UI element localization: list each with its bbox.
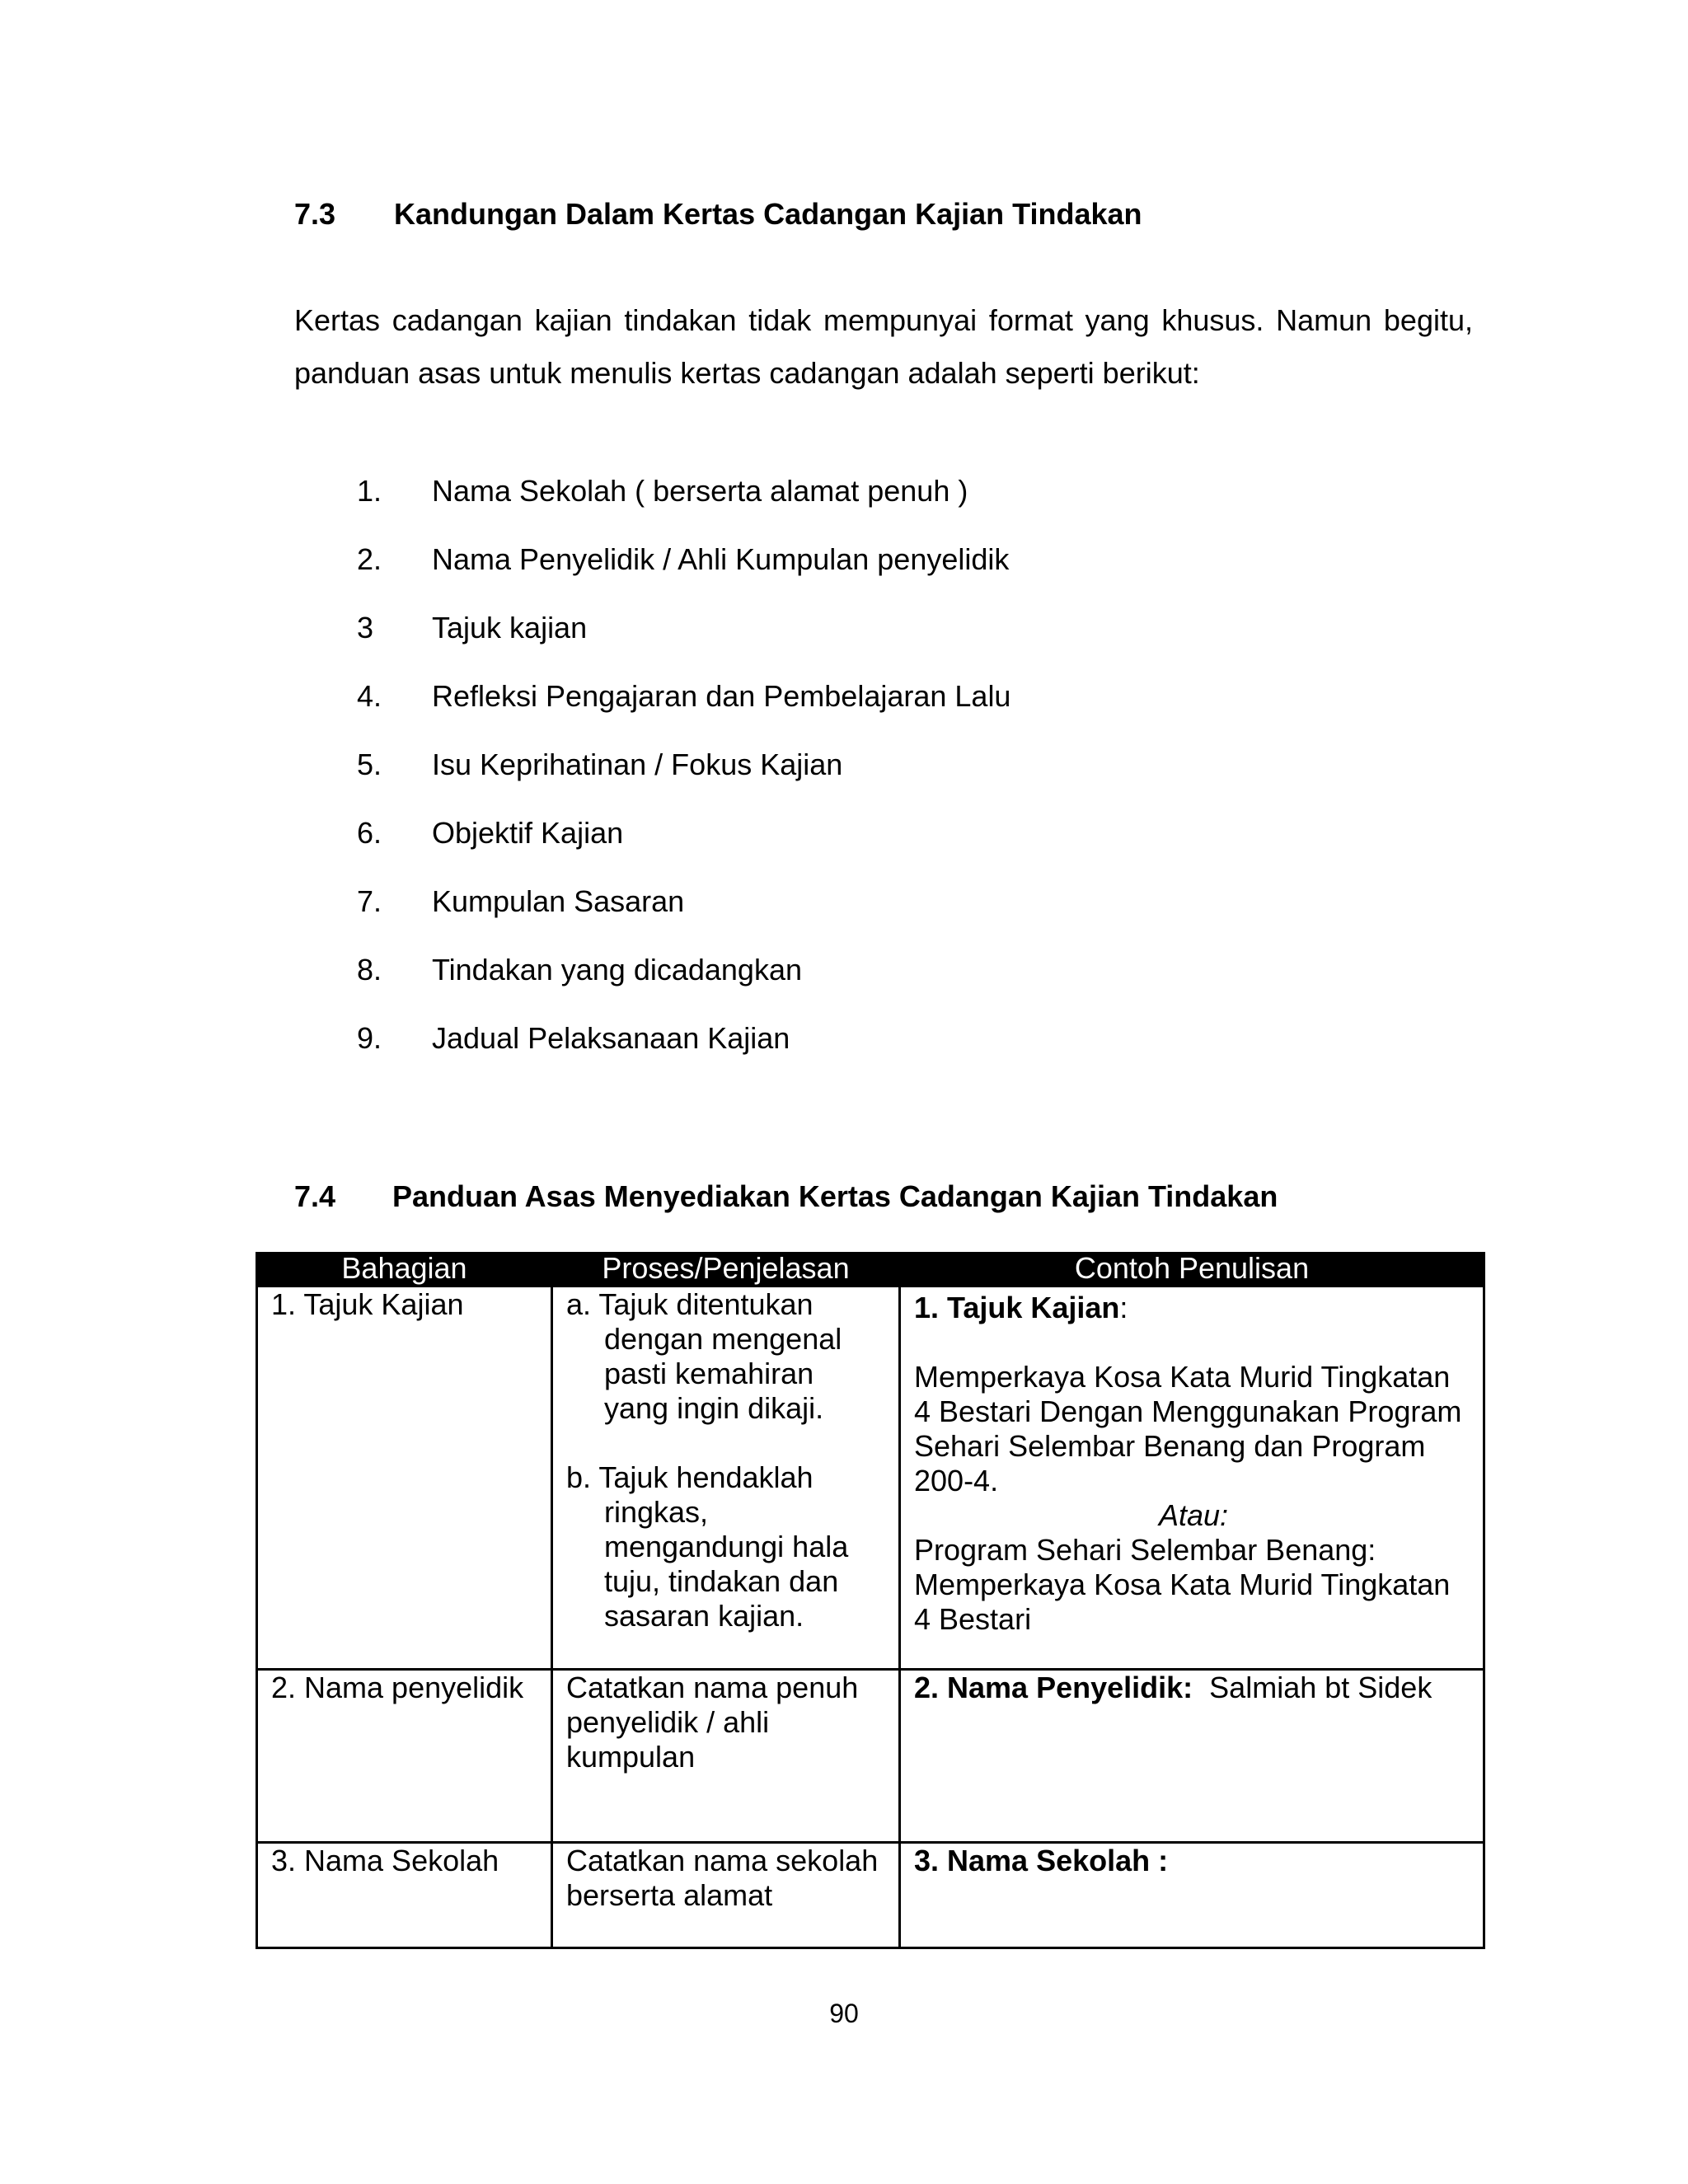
row3-bahagian <box>257 1843 552 1948</box>
row2-contoh-value: Salmiah bt Sidek <box>1209 1671 1432 1704</box>
list-item-number: 6. <box>357 816 382 850</box>
table-row <box>257 1843 1484 1948</box>
row3-bahagian-text: 3. Nama Sekolah <box>271 1844 499 1877</box>
row1-contoh <box>900 1286 1484 1670</box>
row1-contoh-text1: Memperkaya Kosa Kata Murid Tingkatan 4 Bestari Dengan Menggunakan Program Sehari Selembar Benang dan Program 200-4. <box>914 1360 1462 1497</box>
list-item-number: 5. <box>357 748 382 781</box>
row2-contoh-label: 2. Nama Penyelidik: <box>914 1671 1193 1704</box>
row1-proses <box>552 1286 900 1670</box>
list-item-number: 9. <box>357 1021 382 1055</box>
list-item-number: 3 <box>357 611 374 644</box>
section-73-title: Kandungan Dalam Kertas Cadangan Kajian Tindakan <box>394 197 1142 231</box>
header-proses: Proses/Penjelasan <box>552 1252 900 1286</box>
row2-proses-text: Catatkan nama penuh penyelidik / ahli kumpulan <box>566 1671 859 1774</box>
section-74-title: Panduan Asas Menyediakan Kertas Cadangan Kajian Tindakan <box>392 1179 1278 1213</box>
list-item-number: 4. <box>357 679 382 713</box>
list-item-text: Objektif Kajian <box>432 816 624 850</box>
row1-contoh-colon: : <box>1119 1291 1128 1324</box>
table-row <box>257 1286 1484 1670</box>
list-item-text: Tajuk kajian <box>432 611 588 644</box>
list-item-text: Nama Sekolah ( berserta alamat penuh ) <box>432 474 968 508</box>
section-73-intro: Kertas cadangan kajian tindakan tidak mempunyai format yang khusus. Namun begitu, panduan asas untuk menulis kertas cadangan adalah seperti berikut: <box>294 303 1473 390</box>
table-row <box>257 1670 1484 1843</box>
list-item-number: 7. <box>357 884 382 918</box>
list-item-text: Jadual Pelaksanaan Kajian <box>432 1021 790 1055</box>
list-item-text: Kumpulan Sasaran <box>432 884 685 918</box>
header-contoh: Contoh Penulisan <box>900 1252 1484 1286</box>
header-bahagian: Bahagian <box>257 1252 552 1286</box>
row1-proses-a: a. Tajuk ditentukan dengan mengenal pasti kemahiran yang ingin dikaji. <box>566 1287 842 1425</box>
row2-bahagian-text: 2. Nama penyelidik <box>271 1671 524 1704</box>
row3-proses <box>552 1843 900 1948</box>
row1-contoh-text2: Program Sehari Selembar Benang: Memperkaya Kosa Kata Murid Tingkatan 4 Bestari <box>914 1533 1451 1636</box>
list-item-number: 2. <box>357 542 382 576</box>
section-74-number: 7.4 <box>294 1179 336 1213</box>
list-item-text: Tindakan yang dicadangkan <box>432 953 802 987</box>
row1-proses-b: b. Tajuk hendaklah ringkas, mengandungi hala tuju, tindakan dan sasaran kajian. <box>566 1460 849 1633</box>
row1-bahagian-text: 1. Tajuk Kajian <box>271 1287 464 1321</box>
row3-contoh <box>900 1843 1484 1948</box>
row3-contoh-label: 3. Nama Sekolah : <box>914 1844 1169 1877</box>
section-73-number: 7.3 <box>294 197 336 231</box>
list-item-text: Refleksi Pengajaran dan Pembelajaran Lalu <box>432 679 1011 713</box>
list-item-number: 8. <box>357 953 382 987</box>
guide-table <box>256 1252 1485 1949</box>
row1-bahagian <box>257 1286 552 1670</box>
row1-contoh-atau: Atau: <box>1158 1498 1229 1532</box>
list-item-text: Nama Penyelidik / Ahli Kumpulan penyelidik <box>432 542 1010 576</box>
row2-contoh <box>900 1670 1484 1843</box>
page-number: 90 <box>829 1999 859 2028</box>
row1-contoh-label: 1. Tajuk Kajian <box>914 1291 1120 1324</box>
row3-proses-text: Catatkan nama sekolah berserta alamat <box>566 1844 879 1912</box>
row2-proses <box>552 1670 900 1843</box>
list-item-number: 1. <box>357 474 382 508</box>
row2-bahagian <box>257 1670 552 1843</box>
list-item-text: Isu Keprihatinan / Fokus Kajian <box>432 748 843 781</box>
table-header-row <box>257 1252 1484 1286</box>
